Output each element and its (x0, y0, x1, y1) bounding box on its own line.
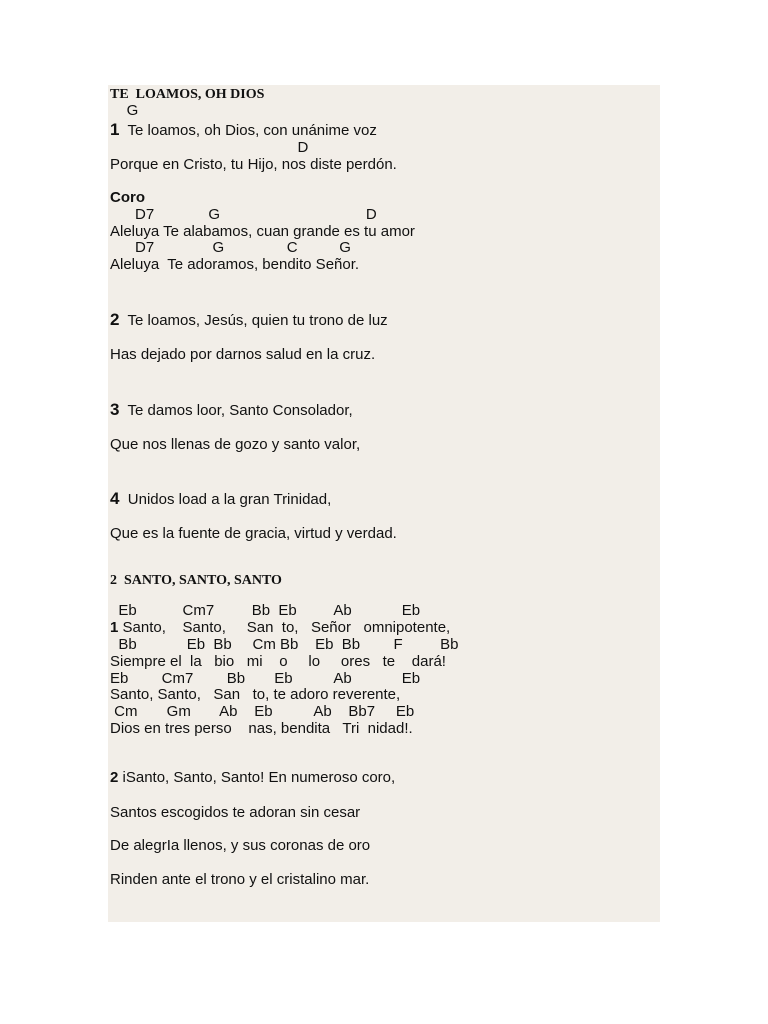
lyric-line: Has dejado por darnos salud en la cruz. (110, 346, 376, 363)
verse-number: 2 (110, 310, 120, 329)
verse-number: 2 (110, 769, 119, 786)
lyric-text: iSanto, Santo, Santo! En numeroso coro, (118, 769, 396, 786)
lyric-line (110, 490, 331, 508)
chorus-label: Coro (110, 189, 145, 206)
lyric-text: Santo, Santo, San to, Señor omnipotente, (118, 619, 451, 636)
verse-number: 1 (110, 120, 120, 139)
song-title: 2 SANTO, SANTO, SANTO (110, 573, 282, 588)
lyric-text: Unidos load a la gran Trinidad, (119, 491, 332, 508)
lyric-line: Siempre el la bio mi o lo ores te dará! (110, 653, 446, 670)
chord-line: Cm Gm Ab Eb Ab Bb7 Eb (110, 703, 415, 720)
lyric-line: Dios en tres perso nas, bendita Tri nidad!. (110, 720, 413, 737)
lyric-line: De alegrIa llenos, y sus coronas de oro (110, 837, 371, 854)
chord-line: D7 G D (110, 206, 377, 223)
lyric-line: Aleluya Te alabamos, cuan grande es tu amor (110, 223, 415, 240)
chord-line: D (110, 139, 309, 156)
lyric-line: Aleluya Te adoramos, bendito Señor. (110, 256, 360, 273)
lyric-line: Que es la fuente de gracia, virtud y verdad. (110, 525, 397, 542)
verse-number: 4 (110, 489, 120, 508)
song-title: TE LOAMOS, OH DIOS (110, 87, 265, 102)
lyric-line: Porque en Cristo, tu Hijo, nos diste perdón. (110, 156, 397, 173)
chord-line: G (110, 102, 139, 119)
lyric-line: Santos escogidos te adoran sin cesar (110, 804, 361, 821)
chord-line: D7 G C G (110, 239, 351, 256)
lyric-line (110, 619, 450, 636)
lyric-text: Te damos loor, Santo Consolador, (119, 402, 353, 419)
lyric-text: Te loamos, Jesús, quien tu trono de luz (119, 312, 388, 329)
lyric-line: Santo, Santo, San to, te adoro reverente, (110, 686, 401, 703)
chord-line: Eb Cm7 Bb Eb Ab Eb (110, 602, 421, 619)
lyric-line: Que nos llenas de gozo y santo valor, (110, 436, 361, 453)
lyric-line (110, 769, 395, 786)
lyric-line (110, 311, 388, 329)
lyric-line (110, 121, 377, 139)
chord-line: Eb Cm7 Bb Eb Ab Eb (110, 670, 421, 687)
lyric-line (110, 401, 353, 419)
verse-number: 3 (110, 400, 120, 419)
chord-line: Bb Eb Bb Cm Bb Eb Bb F Bb (110, 636, 459, 653)
verse-number: 1 (110, 619, 119, 636)
lyric-line: Rinden ante el trono y el cristalino mar. (110, 871, 370, 888)
lyric-text: Te loamos, oh Dios, con unánime voz (119, 122, 377, 139)
